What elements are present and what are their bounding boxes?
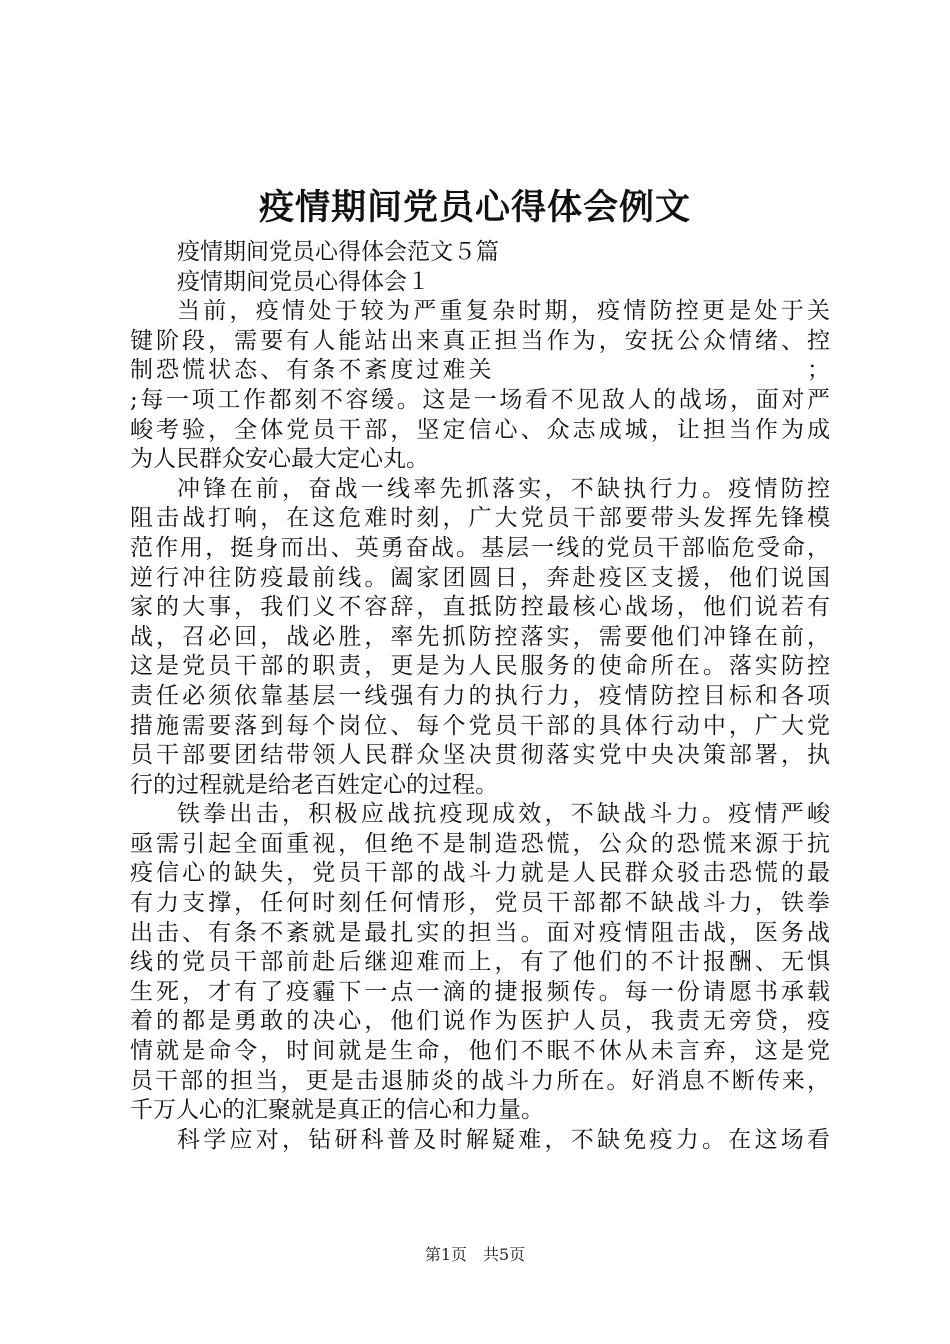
paragraph-2-line-10: 员干部要团结带领人民群众坚决贯彻落实党中央决策部署，执 [130,742,830,769]
paragraph-3-line-2: 亟需引起全面重视，但绝不是制造恐慌，公众的恐慌来源于抗 [130,830,830,857]
paragraph-2-line-1: 冲锋在前，奋战一线率先抓落实，不缺执行力。疫情防控 [177,475,830,502]
paragraph-3-line-8: 着的都是勇敢的决心，他们说作为医护人员，我责无旁贷，疫 [130,1008,830,1035]
paragraph-3-line-9: 情就是命令，时间就是生命，他们不眠不休从未言弃，这是党 [130,1038,830,1065]
paragraph-3-line-11: 千万人心的汇聚就是真正的信心和力量。 [130,1097,544,1124]
paragraph-3-line-4: 有力支撑，任何时刻任何情形，党员干部都不缺战斗力，铁拳 [130,890,830,917]
paragraph-2-line-6: 战，召必回，战必胜，率先抓防控落实，需要他们冲锋在前， [130,623,830,650]
paragraph-1-line-3: 制恐慌状态、有条不紊度过难关 ； [130,357,830,384]
paragraph-3-line-3: 疫信心的缺失，党员干部的战斗力就是人民群众驳击恐慌的最 [130,860,830,887]
paragraph-3-line-5: 出击、有条不紊就是最扎实的担当。面对疫情阻击战，医务战 [130,919,830,946]
paragraph-3-line-10: 员干部的担当，更是击退肺炎的战斗力所在。好消息不断传来， [130,1067,830,1094]
paragraph-2-line-5: 家的大事，我们义不容辞，直抵防控最核心战场，他们说若有 [130,594,830,621]
section-heading: 疫情期间党员心得体会１ [177,268,430,295]
paragraph-4-line-1: 科学应对，钻研科普及时解疑难，不缺免疫力。在这场看 [177,1126,830,1153]
paragraph-2-line-3: 范作用，挺身而出、英勇奋战。基层一线的党员干部临危受命， [130,534,830,561]
paragraph-2-line-2: 阻击战打响，在这危难时刻，广大党员干部要带头发挥先锋模 [130,505,830,532]
paragraph-2-line-8: 责任必须依靠基层一线强有力的执行力，疫情防控目标和各项 [130,682,830,709]
page-footer: 第1页 共5页 [424,1245,526,1264]
paragraph-3-line-1: 铁拳出击，积极应战抗疫现成效，不缺战斗力。疫情严峻 [177,801,830,828]
paragraph-2-line-7: 这是党员干部的职责，更是为人民服务的使命所在。落实防控 [130,653,830,680]
document-title: 疫情期间党员心得体会例文 [258,187,691,228]
document-body [130,238,830,1155]
paragraph-1-line-4: ;每一项工作都刻不容缓。这是一场看不见敌人的战场，面对严 [130,386,830,413]
paragraph-2-line-11: 行的过程就是给老百姓定心的过程。 [130,771,498,798]
paragraph-1-line-2: 键阶段，需要有人能站出来真正担当作为，安抚公众情绪、控 [130,327,830,354]
paragraph-1-line-6: 为人民群众安心最大定心丸。 [130,446,429,473]
subtitle-line: 疫情期间党员心得体会范文５篇 [177,239,499,265]
paragraph-2-line-4: 逆行冲往防疫最前线。阖家团圆日，奔赴疫区支援，他们说国 [130,564,830,591]
paragraph-1-line-5: 峻考验，全体党员干部，坚定信心、众志成城，让担当作为成 [130,416,830,443]
paragraph-1-line-1: 当前，疫情处于较为严重复杂时期，疫情防控更是处于关 [177,298,830,325]
paragraph-3-line-6: 线的党员干部前赴后继迎难而上，有了他们的不计报酬、无惧 [130,949,830,976]
paragraph-3-line-7: 生死，才有了疫霾下一点一滴的捷报频传。每一份请愿书承载 [130,978,830,1005]
paragraph-2-line-9: 措施需要落到每个岗位、每个党员干部的具体行动中，广大党 [130,712,830,739]
